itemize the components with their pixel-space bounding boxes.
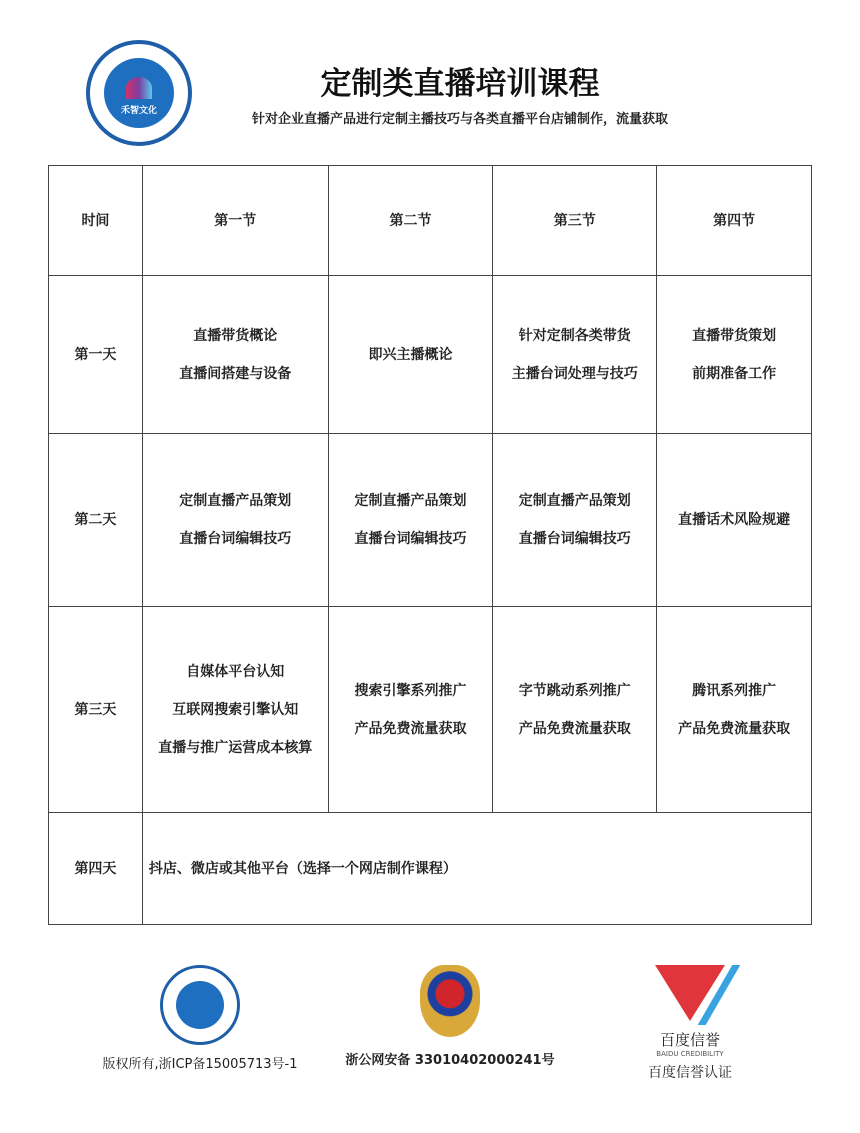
- police-record-link[interactable]: 浙公网安备 33010402000241号: [345, 1053, 555, 1068]
- course-cell: 抖店、微店或其他平台（选择一个网店制作课程）: [142, 813, 811, 925]
- course-line: 产品免费流量获取: [518, 720, 631, 737]
- course-line: 腾讯系列推广: [692, 682, 777, 699]
- course-line: 直播话术风险规避: [678, 512, 791, 528]
- course-line: 互联网搜索引擎认知: [172, 701, 299, 718]
- company-logo: [86, 40, 192, 146]
- day-cell: 第一天: [49, 276, 143, 434]
- course-cell: [493, 276, 657, 434]
- course-line: 直播台词编辑技巧: [518, 531, 631, 547]
- day-cell: 第三天: [49, 607, 143, 813]
- course-line: 字节跳动系列推广: [518, 682, 631, 699]
- footer-copyright: [100, 965, 300, 1072]
- course-line: 产品免费流量获取: [678, 720, 791, 737]
- police-emblem: [420, 965, 480, 1037]
- course-cell: [657, 276, 812, 434]
- course-cell: [657, 607, 812, 813]
- table-row: [49, 434, 812, 607]
- course-line: 直播与推广运营成本核算: [158, 739, 313, 756]
- course-cell: [328, 276, 493, 434]
- column-header: 第四节: [657, 166, 812, 276]
- course-cell: [493, 607, 657, 813]
- column-header: 第二节: [328, 166, 493, 276]
- course-line: 直播间搭建与设备: [179, 365, 292, 382]
- copyright-text: 版权所有,浙ICP备15005713号-1: [102, 1057, 298, 1072]
- column-header: 时间: [49, 166, 143, 276]
- logo-text: 禾智文化: [120, 106, 157, 116]
- course-table: [48, 165, 812, 925]
- day-cell: 第二天: [49, 434, 143, 607]
- column-header: 第三节: [493, 166, 657, 276]
- baidu-logo-en: BAIDU CREDIBILITY: [656, 1050, 724, 1058]
- course-line: 直播带货概论: [193, 327, 278, 344]
- page-title: 定制类直播培训课程: [320, 66, 600, 102]
- course-line: 主播台词处理与技巧: [511, 365, 638, 382]
- page-subtitle: 针对企业直播产品进行定制主播技巧与各类直播平台店铺制作，流量获取: [251, 112, 668, 127]
- company-seal: [160, 965, 240, 1045]
- footer-police: [340, 965, 560, 1068]
- table-header-row: [49, 166, 812, 276]
- column-header: 第一节: [142, 166, 328, 276]
- course-cell: [493, 434, 657, 607]
- baidu-label[interactable]: 百度信誉认证: [648, 1065, 732, 1081]
- table-row: [49, 813, 812, 925]
- course-line: 直播带货策划: [692, 327, 777, 344]
- course-line: 针对定制各类带货: [518, 327, 631, 344]
- course-cell: [142, 434, 328, 607]
- course-line: 自媒体平台认知: [186, 663, 285, 680]
- course-line: 即兴主播概论: [368, 346, 453, 363]
- course-line: 直播台词编辑技巧: [354, 531, 467, 547]
- course-cell: [142, 276, 328, 434]
- footer-baidu: [630, 965, 750, 1082]
- table-row: [49, 276, 812, 434]
- course-line: 定制直播产品策划: [354, 493, 467, 509]
- course-line: 前期准备工作: [692, 365, 777, 382]
- baidu-logo-text: 百度信誉: [659, 1031, 720, 1049]
- course-cell: [142, 607, 328, 813]
- course-line: 产品免费流量获取: [354, 720, 467, 737]
- course-line: 定制直播产品策划: [179, 493, 292, 509]
- baidu-credibility-logo: [655, 965, 725, 1025]
- table-row: [49, 607, 812, 813]
- course-line: 定制直播产品策划: [518, 493, 631, 509]
- course-line: 搜索引擎系列推广: [354, 682, 467, 699]
- course-cell: [328, 607, 493, 813]
- course-cell: [657, 434, 812, 607]
- day-cell: 第四天: [49, 813, 143, 925]
- course-line: 直播台词编辑技巧: [179, 531, 292, 547]
- course-cell: [328, 434, 493, 607]
